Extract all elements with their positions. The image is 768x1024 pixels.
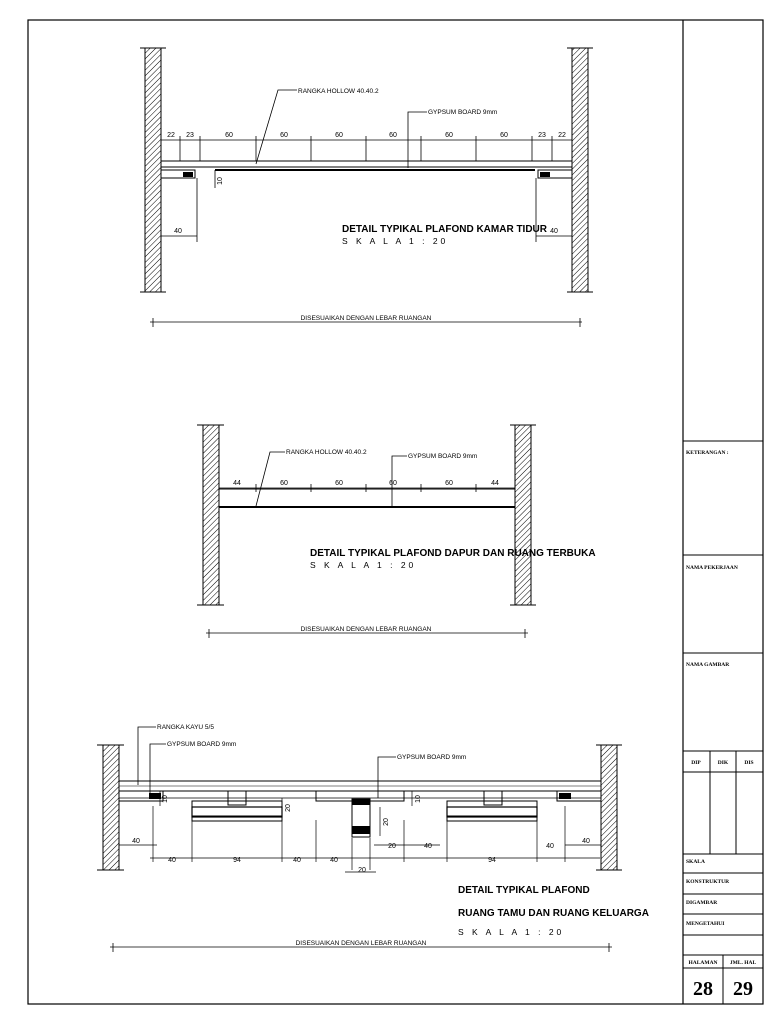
hollow-frame-2 xyxy=(219,489,515,507)
tb-nama-pekerjaan: NAMA PEKERJAAN xyxy=(686,565,738,571)
tb-jml-value: 29 xyxy=(733,978,753,1000)
label-gypsum-2: GYPSUM BOARD 9mm xyxy=(408,453,478,460)
dim-2-3: 60 xyxy=(389,480,397,487)
scale-detail-3: S K A L A 1 : 20 xyxy=(458,927,565,937)
dim-3-b0: 40 xyxy=(168,857,176,864)
dim-2-2: 60 xyxy=(335,480,343,487)
title-detail-3a: DETAIL TYPIKAL PLAFOND xyxy=(458,885,590,896)
detail-2 xyxy=(197,425,596,638)
dim-3-side-left: 40 xyxy=(132,838,140,845)
wall-left-2 xyxy=(203,425,219,605)
dim-2-1: 60 xyxy=(280,480,288,487)
drop-3-0: 10 xyxy=(162,795,169,803)
dim-3-b4: 40 xyxy=(424,843,432,850)
dim-1-0: 22 xyxy=(167,132,175,139)
label-kayu: RANGKA KAYU 5/5 xyxy=(157,724,214,731)
title-block xyxy=(683,441,763,1004)
dim-side-right-1: 40 xyxy=(550,228,558,235)
title-detail-2: DETAIL TYPIKAL PLAFOND DAPUR DAN RUANG TERBUKA xyxy=(310,548,596,559)
dim-1-6: 60 xyxy=(445,132,453,139)
overall-2: DISESUAIKAN DENGAN LEBAR RUANGAN xyxy=(300,626,432,633)
dim-drop-1: 10 xyxy=(217,177,224,185)
dim-3-b3: 40 xyxy=(330,857,338,864)
tb-halaman-label: HALAMAN xyxy=(688,960,718,966)
tb-row-konstruktur: KONSTRUKTUR xyxy=(686,879,730,885)
tb-nama-gambar: NAMA GAMBAR xyxy=(686,662,730,668)
wall-left-3 xyxy=(103,745,119,870)
label-gypsum-1: GYPSUM BOARD 9mm xyxy=(428,109,498,116)
tb-col-dip: DIP xyxy=(691,760,701,766)
overall-3: DISESUAIKAN DENGAN LEBAR RUANGAN xyxy=(295,940,427,947)
dim-3-b5: 94 xyxy=(488,857,496,864)
dim-3-mid-small2: 20 xyxy=(358,867,366,874)
dim-1-9: 22 xyxy=(558,132,566,139)
dim-3-b1: 94 xyxy=(233,857,241,864)
dim-1-8: 23 xyxy=(538,132,546,139)
wall-right xyxy=(572,48,588,292)
label-hollow-2: RANGKA HOLLOW 40.40.2 xyxy=(286,449,367,456)
dim-1-4: 60 xyxy=(335,132,343,139)
wall-left xyxy=(145,48,161,292)
drop-3-2: 10 xyxy=(415,795,422,803)
dim-1-5: 60 xyxy=(389,132,397,139)
dim-1-7: 60 xyxy=(500,132,508,139)
label-gypsum-3b: GYPSUM BOARD 9mm xyxy=(397,754,467,761)
dim-3-b6: 40 xyxy=(546,843,554,850)
tb-row-skala: SKALA xyxy=(686,859,705,865)
dim-1-2: 60 xyxy=(225,132,233,139)
dim-2-4: 60 xyxy=(445,480,453,487)
title-detail-3b: RUANG TAMU DAN RUANG KELUARGA xyxy=(458,908,649,919)
wall-right-3 xyxy=(601,745,617,870)
tb-row-digambar: DIGAMBAR xyxy=(686,900,718,906)
dim-2-5: 44 xyxy=(491,480,499,487)
tb-halaman-value: 28 xyxy=(693,978,713,1000)
label-hollow-1: RANGKA HOLLOW 40.40.2 xyxy=(298,88,379,95)
drop-3-1: 20 xyxy=(285,804,292,812)
dim-1-1: 23 xyxy=(186,132,194,139)
sheet-border xyxy=(28,20,763,1004)
overall-1: DISESUAIKAN DENGAN LEBAR RUANGAN xyxy=(300,315,432,322)
drop-3-3: 20 xyxy=(383,818,390,826)
label-gypsum-3a: GYPSUM BOARD 9mm xyxy=(167,741,237,748)
scale-detail-2: S K A L A 1 : 20 xyxy=(310,560,417,570)
dim-2-0: 44 xyxy=(233,480,241,487)
tb-jml-label: JML. HAL xyxy=(729,960,757,966)
hollow-frame xyxy=(161,161,572,167)
detail-3 xyxy=(97,724,649,952)
dim-side-left-1: 40 xyxy=(174,228,182,235)
tb-col-dik: DIK xyxy=(717,760,729,766)
title-detail-1: DETAIL TYPIKAL PLAFOND KAMAR TIDUR xyxy=(342,224,547,235)
dim-3-side-right: 40 xyxy=(582,838,590,845)
tb-row-mengetahui: MENGETAHUI xyxy=(686,921,725,927)
tb-keterangan: KETERANGAN : xyxy=(686,450,729,456)
dim-3-b2: 40 xyxy=(293,857,301,864)
dim-3-mid-small: 20 xyxy=(388,843,396,850)
detail-1 xyxy=(140,48,593,327)
tb-col-dis: DIS xyxy=(744,760,754,766)
scale-detail-1: S K A L A 1 : 20 xyxy=(342,236,449,246)
dim-1-3: 60 xyxy=(280,132,288,139)
wall-right-2 xyxy=(515,425,531,605)
